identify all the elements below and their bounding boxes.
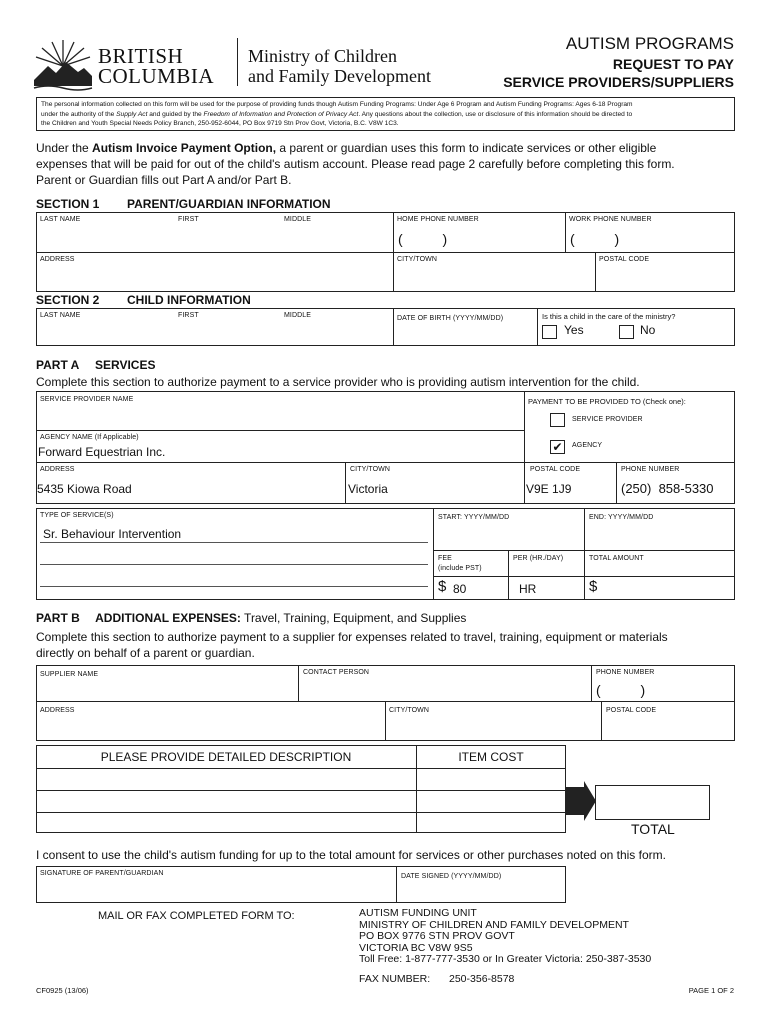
bc-sun-mountain-icon [32, 36, 94, 92]
items-row-1[interactable] [37, 769, 565, 790]
mail-address: AUTISM FUNDING UNIT MINISTRY OF CHILDREN AND FAMILY DEVELOPMENT PO BOX 9776 STN PROV GOVT VICTORIA BC V8W 9S5 Toll Free: 1-877-777-3530 or In Greater Victoria: 250-387-3530 [359, 907, 652, 966]
work-phone-field[interactable]: ( ) [570, 231, 638, 247]
dob-label: DATE OF BIRTH (YYYY/MM/DD) [397, 315, 504, 322]
per-value[interactable]: HR [519, 582, 537, 596]
partB-description: Complete this section to authorize payment to a supplier for expenses related to travel, training, equipment or materials directly on behalf of a parent or guardian. [36, 630, 668, 660]
parent-address-label: ADDRESS [40, 256, 75, 263]
fee-label: FEE [438, 555, 452, 562]
partB-label: PART B [36, 611, 80, 625]
ministry-name-2: and Family Development [248, 66, 431, 86]
parent-middle-label: MIDDLE [284, 216, 312, 223]
header-divider [237, 38, 238, 86]
partA-title: SERVICES [95, 358, 156, 372]
items-row-2[interactable] [37, 791, 565, 812]
form-title-1: REQUEST TO PAY [612, 56, 734, 72]
total-currency[interactable]: $ [589, 578, 598, 595]
fee-currency: $ [438, 578, 447, 595]
service-type-line-1 [40, 542, 428, 543]
section2-number: SECTION 2 [36, 293, 100, 307]
provider-address-label: ADDRESS [40, 466, 75, 473]
fee-sub-label: (include PST) [438, 565, 482, 572]
provider-address-value[interactable]: 5435 Kiowa Road [37, 482, 132, 496]
care-yes-checkbox[interactable] [542, 325, 557, 339]
parent-last-name-label: LAST NAME [40, 216, 81, 223]
service-type-line-3 [40, 586, 428, 587]
supplier-phone-label: PHONE NUMBER [596, 669, 655, 676]
end-date-label: END: YYYY/MM/DD [589, 514, 654, 521]
parent-city-label: CITY/TOWN [397, 256, 438, 263]
fax-number: 250-356-8578 [449, 973, 515, 985]
contact-person-label: CONTACT PERSON [303, 669, 370, 676]
care-yes-label: Yes [564, 323, 584, 337]
provider-postal-label: POSTAL CODE [530, 466, 581, 473]
partB-heading [36, 611, 466, 625]
care-question: Is this a child in the care of the ministry? [542, 312, 676, 321]
partB-subtitle: Travel, Training, Equipment, and Supplies [240, 611, 467, 625]
care-no-checkbox[interactable] [619, 325, 634, 339]
child-last-name-label: LAST NAME [40, 312, 81, 319]
provider-postal-value[interactable]: V9E 1J9 [526, 482, 572, 496]
supplier-name-label: SUPPLIER NAME [40, 671, 99, 678]
partA-label: PART A [36, 358, 80, 372]
payment-agency-checkbox[interactable]: ✔ [550, 440, 565, 454]
work-phone-label: WORK PHONE NUMBER [569, 216, 652, 223]
partA-description: Complete this section to authorize payment to a service provider who is providing autism intervention for the child. [36, 375, 640, 389]
provider-city-label: CITY/TOWN [350, 466, 391, 473]
payment-to-label: PAYMENT TO BE PROVIDED TO (Check one): [528, 397, 686, 406]
signature-label: SIGNATURE OF PARENT/GUARDIAN [40, 870, 164, 877]
form-title-2: SERVICE PROVIDERS/SUPPLIERS [503, 74, 734, 90]
date-signed-label: DATE SIGNED (YYYY/MM/DD) [401, 873, 502, 880]
payment-provider-label: SERVICE PROVIDER [572, 416, 643, 423]
logo-wordmark-2: COLUMBIA [98, 64, 215, 88]
care-no-label: No [640, 323, 656, 337]
provider-city-value[interactable]: Victoria [348, 482, 388, 496]
section1-title: PARENT/GUARDIAN INFORMATION [127, 197, 331, 211]
agency-name-value[interactable]: Forward Equestrian Inc. [38, 445, 166, 459]
home-phone-label: HOME PHONE NUMBER [397, 216, 479, 223]
agency-name-label: AGENCY NAME (If Applicable) [40, 434, 139, 441]
payment-provider-checkbox[interactable] [550, 413, 565, 427]
service-type-value[interactable]: Sr. Behaviour Intervention [43, 527, 182, 541]
parent-postal-label: POSTAL CODE [599, 256, 650, 263]
mail-label: MAIL OR FAX COMPLETED FORM TO: [98, 910, 295, 922]
provider-name-label: SERVICE PROVIDER NAME [40, 396, 134, 403]
section2-title: CHILD INFORMATION [127, 293, 251, 307]
date-signed-field[interactable] [397, 883, 565, 902]
item-cost-header: ITEM COST [458, 750, 524, 764]
home-phone-field[interactable]: ( ) [398, 231, 466, 247]
child-middle-label: MIDDLE [284, 312, 312, 319]
privacy-notice: The personal information collected on this form will be used for the purpose of providing funds though Autism Funding Programs: Under Age 6 Program and Autism Funding Programs: Ages 6-18 Program under the authority of the Supply Act and guided by the Freedom of Information and Protection of Privacy Act. Any questions about the collection, use or disclosure of this information should be directed to the Children and Youth Special Needs Policy Branch, 250-952-6044, PO Box 9719 Stn Prov Govt, Victoria, B.C. V8W 1C3. [36, 97, 735, 131]
bc-logo [32, 36, 232, 94]
items-row-3[interactable] [37, 813, 565, 833]
start-date-label: START: YYYY/MM/DD [438, 514, 510, 521]
total-arrow-icon [566, 781, 596, 821]
partB-title: ADDITIONAL EXPENSES: [95, 611, 241, 625]
provider-phone-value[interactable]: (250) 858-5330 [621, 481, 714, 496]
supplier-city-label: CITY/TOWN [389, 707, 430, 714]
intro-text: Under the Autism Invoice Payment Option, a parent or guardian uses this form to indicate services or other eligible expenses that will be paid for out of the child's autism account. Please read page 2 carefully before completing this form. Parent or Guardian fills out Part A and/or Part B. [36, 141, 675, 187]
provider-phone-label: PHONE NUMBER [621, 466, 680, 473]
page-number: PAGE 1 OF 2 [688, 986, 734, 995]
ministry-name-1: Ministry of Children [248, 46, 397, 66]
logo-wordmark-1: BRITISH [98, 44, 184, 68]
supplier-postal-label: POSTAL CODE [606, 707, 657, 714]
child-first-label: FIRST [178, 312, 199, 319]
service-type-line-2 [40, 564, 428, 565]
fax-label: FAX NUMBER: [359, 973, 431, 985]
total-label: TOTAL [631, 821, 675, 837]
description-header: PLEASE PROVIDE DETAILED DESCRIPTION [100, 750, 352, 764]
payment-agency-label: AGENCY [572, 442, 603, 449]
program-title: AUTISM PROGRAMS [565, 34, 734, 53]
per-label: PER (HR./DAY) [513, 555, 564, 562]
consent-text: I consent to use the child's autism funding for up to the total amount for services or other purchases noted on this form. [36, 848, 666, 862]
section1-number: SECTION 1 [36, 197, 100, 211]
form-id: CF0925 (13/06) [36, 986, 89, 995]
signature-field[interactable] [37, 880, 395, 902]
parent-first-label: FIRST [178, 216, 199, 223]
total-field[interactable] [595, 785, 710, 820]
service-type-label: TYPE OF SERVICE(S) [40, 512, 114, 519]
supplier-phone-field[interactable]: ( ) [596, 682, 664, 698]
supplier-address-label: ADDRESS [40, 707, 75, 714]
total-amount-label: TOTAL AMOUNT [589, 555, 644, 562]
fee-value[interactable]: 80 [453, 582, 467, 596]
